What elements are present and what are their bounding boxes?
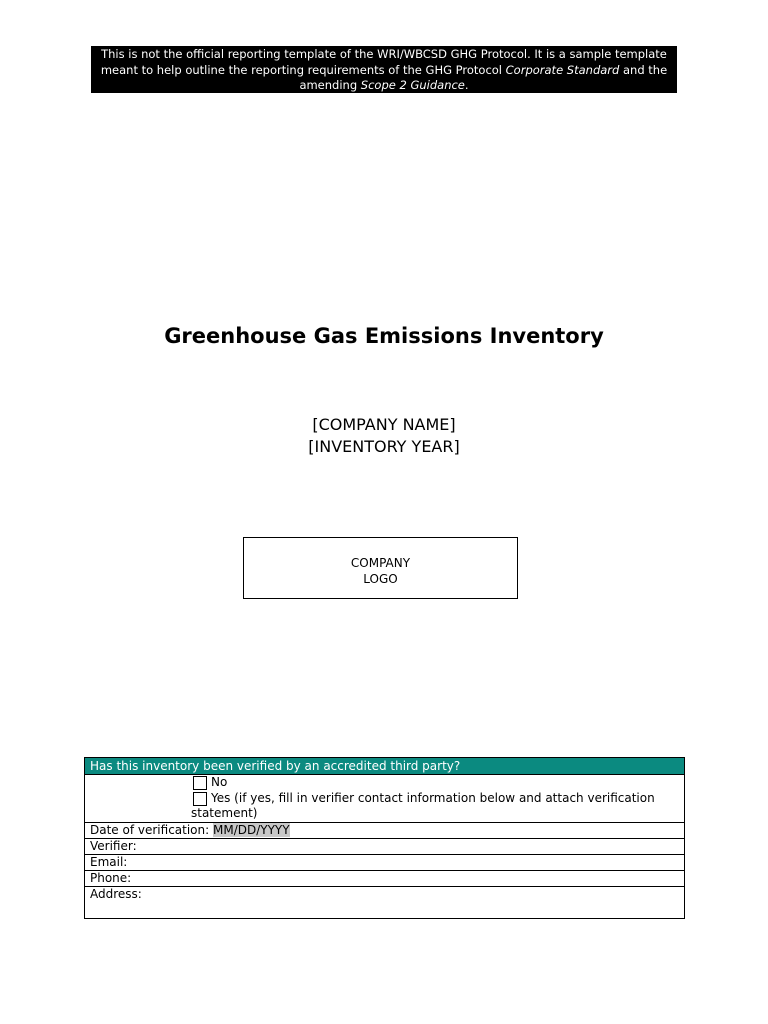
verification-question-header: Has this inventory been verified by an accredited third party? [85,758,684,775]
verification-options [85,775,684,823]
corporate-standard-text: Corporate Standard [505,62,620,77]
scope2-guidance-text: Scope 2 Guidance [360,78,465,92]
inventory-year-placeholder: [INVENTORY YEAR] [308,437,460,456]
verifier-row[interactable] [85,839,684,855]
logo-line-2: LOGO [363,572,398,586]
company-name-placeholder: [COMPANY NAME] [312,415,456,434]
disclaimer-line-1: This is not the official reporting template of the WRI/WBCSD GHG Protocol. It is a sample template [101,47,667,61]
phone-row[interactable] [85,871,684,887]
company-logo-placeholder [243,537,518,599]
date-of-verification-row [85,823,684,839]
yes-label: Yes (if yes, fill in verifier contact information below and attach verification [211,791,655,805]
disclaimer-banner [91,46,677,93]
disclaimer-line-3-prefix: amending [299,78,361,92]
phone-label: Phone: [90,871,132,885]
verification-table [84,757,685,919]
disclaimer-line-3 [91,78,677,94]
email-row[interactable] [85,855,684,871]
date-of-verification-label: Date of verification: [90,823,213,837]
address-label: Address: [90,887,142,901]
disclaimer-line-2 [91,63,677,79]
yes-label-continuation: statement) [191,806,258,820]
disclaimer-line-2-suffix: and the [619,62,668,77]
no-checkbox[interactable] [193,776,207,790]
logo-line-1: COMPANY [350,556,411,570]
disclaimer-line-2-prefix: meant to help outline the reporting requirements of the GHG Protocol [100,62,506,77]
date-of-verification-field[interactable]: MM/DD/YYYY [212,823,290,837]
disclaimer-line-3-suffix: . [464,78,469,92]
verifier-label: Verifier: [90,839,137,853]
no-label: No [211,775,228,789]
email-label: Email: [90,855,128,869]
address-row[interactable] [85,887,684,918]
yes-checkbox[interactable] [193,792,207,806]
document-title: Greenhouse Gas Emissions Inventory [164,324,604,348]
